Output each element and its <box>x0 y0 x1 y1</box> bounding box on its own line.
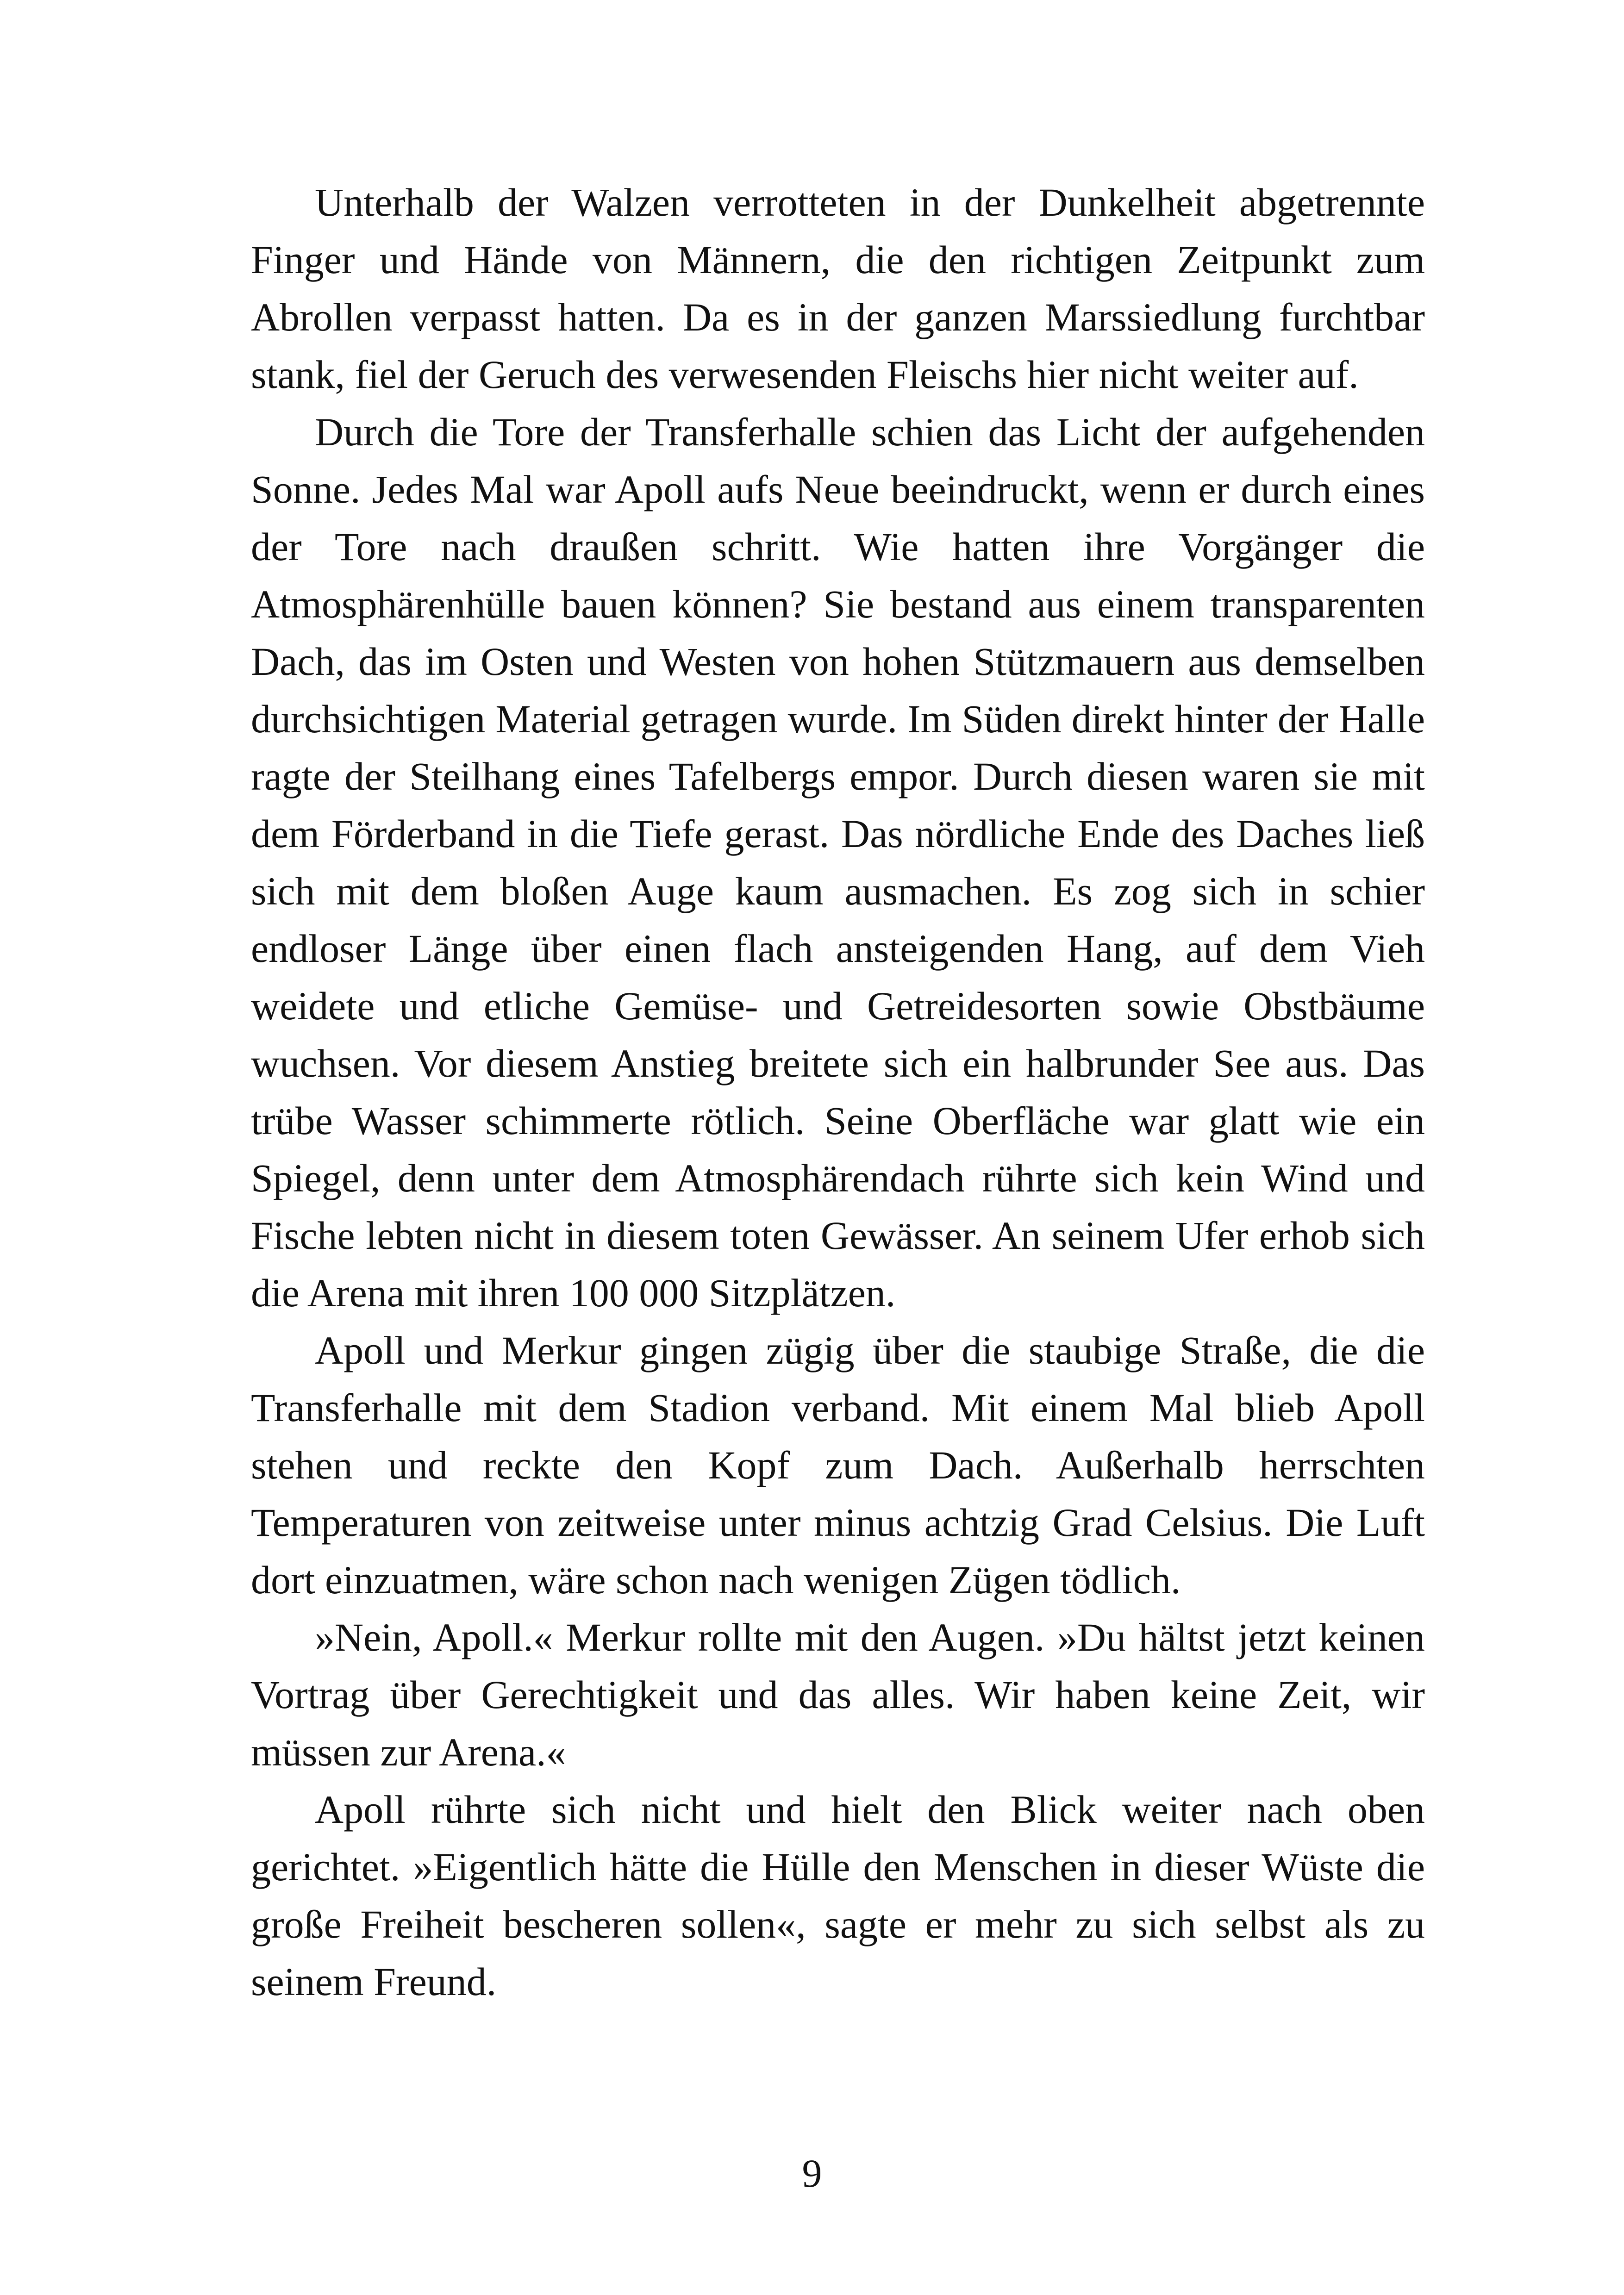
paragraph-5: Apoll rührte sich nicht und hielt den Blick weiter nach oben gerichtet. »Eigentlich hätte die Hülle den Menschen in dieser Wüste die große Freiheit bescheren sollen«, sagte er mehr zu sich selbst als zu seinem Freund. <box>251 1787 1425 2004</box>
paragraph-1: Unterhalb der Walzen verrotteten in der Dunkelheit abgetrennte Finger und Hände von Männern, die den richtigen Zeitpunkt zum Abrollen verpasst hatten. Da es in der ganzen Marssiedlung furchtbar stank, fiel der Geruch des verwesenden Fleischs hier nicht weiter auf. <box>251 180 1425 397</box>
body-text <box>251 174 1425 2010</box>
page-number: 9 <box>802 2151 822 2195</box>
paragraph-4: »Nein, Apoll.« Merkur rollte mit den Augen. »Du hältst jetzt keinen Vortrag über Gerechtigkeit und das alles. Wir haben keine Zeit, wir müssen zur Arena.« <box>251 1615 1425 1774</box>
paragraph-2: Durch die Tore der Transferhalle schien das Licht der aufgehenden Sonne. Jedes Mal war Apoll aufs Neue beeindruckt, wenn er durch eines der Tore nach draußen schritt. Wie hatten ihre Vorgänger die Atmosphärenhülle bauen können? Sie bestand aus einem transparenten Dach, das im Osten und Westen von hohen Stützmauern aus demselben durchsichtigen Material getragen wurde. Im Süden direkt hinter der Halle ragte der Steilhang eines Tafelbergs empor. Durch diesen waren sie mit dem Förderband in die Tiefe gerast. Das nördliche Ende des Daches ließ sich mit dem bloßen Auge kaum ausmachen. Es zog sich in schier endloser Länge über einen flach ansteigenden Hang, auf dem Vieh weidete und etliche Gemüse- und Getreidesorten sowie Obstbäume wuchsen. Vor diesem Anstieg breitete sich ein halbrunder See aus. Das trübe Wasser schimmerte rötlich. Seine Oberfläche war glatt wie ein Spiegel, denn unter dem Atmosphärendach rührte sich kein Wind und Fische lebten nicht in diesem toten Gewässer. An seinem Ufer erhob sich die Arena mit ihren 100 000 Sitzplätzen. <box>251 410 1425 1315</box>
paragraph-3: Apoll und Merkur gingen zügig über die staubige Straße, die die Transferhalle mit dem Stadion verband. Mit einem Mal blieb Apoll stehen und reckte den Kopf zum Dach. Außerhalb herrschten Temperaturen von zeitweise unter minus achtzig Grad Celsius. Die Luft dort einzuatmen, wäre schon nach wenigen Zügen tödlich. <box>251 1328 1425 1602</box>
